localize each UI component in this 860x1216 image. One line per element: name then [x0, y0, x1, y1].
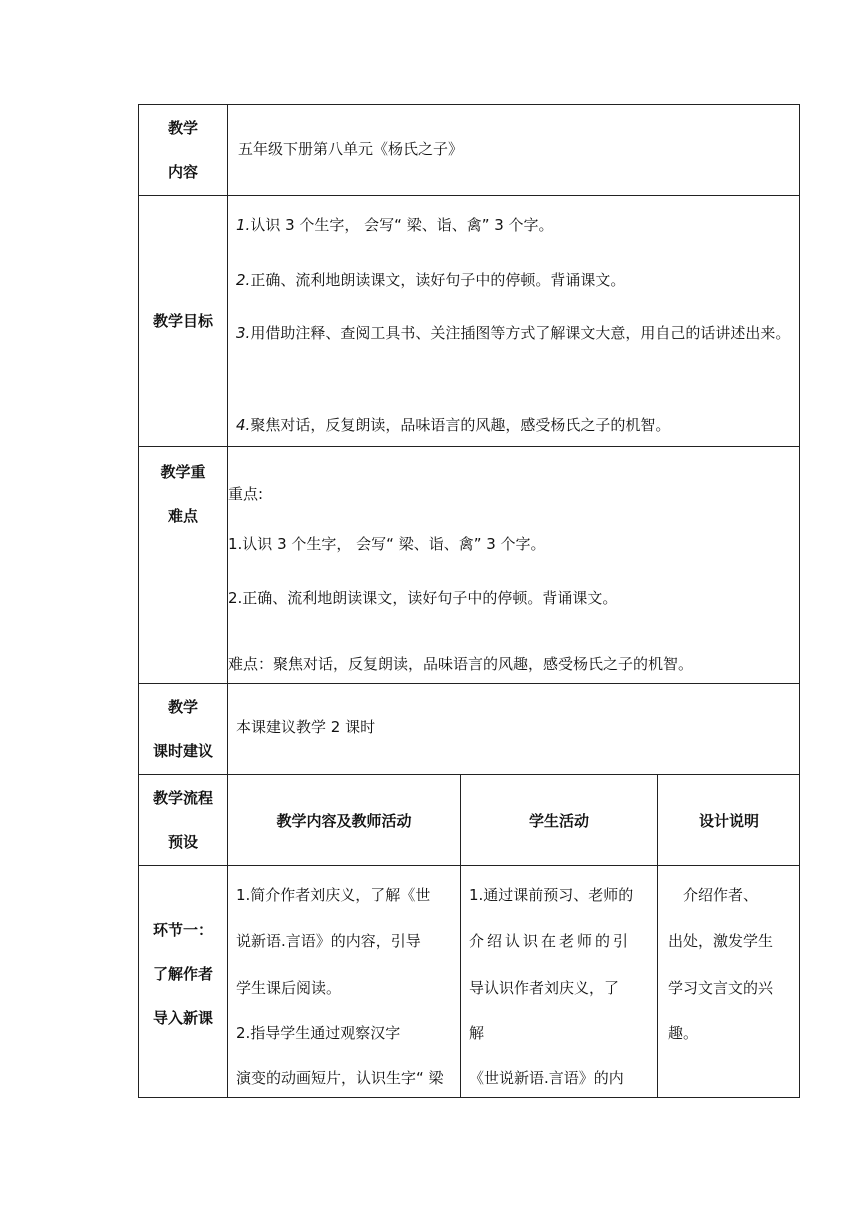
teacher-line: 2.指导学生通过观察汉字: [236, 1024, 401, 1042]
design-line: 出处，激发学生: [668, 932, 774, 950]
hours-cell: [227, 683, 800, 774]
row-teaching-goals: [138, 195, 800, 446]
teacher-line: 学生课后阅读。: [236, 979, 342, 997]
label-line: 了解作者: [152, 965, 213, 983]
label-line: 教学重: [160, 463, 206, 481]
goal-item: 2.正确、流利地朗读课文，读好句子中的停顿。背诵课文。: [236, 271, 626, 289]
goal-item: 3.用借助注释、查阅工具书、关注插图等方式了解课文大意，用自己的话讲述出来。: [236, 324, 791, 342]
teacher-line: 说新语.言语》的内容，引导: [236, 932, 421, 950]
keypoints-cell: [227, 446, 800, 683]
teaching-content-text: 五年级下册第八单元《杨氏之子》: [238, 140, 464, 158]
keypoint-line: 2.正确、流利地朗读课文，读好句子中的停顿。背诵课文。: [228, 589, 618, 607]
label-line: 教学: [167, 119, 198, 137]
row-key-points: [138, 446, 800, 683]
label-line: 预设: [167, 833, 198, 851]
student-line: 《世说新语.言语》的内: [469, 1069, 624, 1087]
student-line: 解: [469, 1024, 485, 1042]
design-note-cell: [657, 865, 800, 1097]
row-teaching-content: [138, 104, 800, 195]
row-label: [138, 774, 227, 865]
table-right-border: [799, 104, 800, 1097]
row-label: [138, 446, 227, 683]
label-line: 难点: [167, 507, 198, 525]
keypoints-heading: 重点:: [228, 485, 264, 503]
goals-cell: [227, 195, 800, 446]
row-flow-header: [138, 774, 800, 865]
student-line: 介绍认识在老师的引: [469, 932, 632, 950]
student-line: 1.通过课前预习、老师的: [469, 886, 634, 904]
row-label: [138, 865, 227, 1097]
design-line: 介绍作者、: [668, 886, 759, 904]
keypoint-line: 1.认识 3 个生字， 会写“ 梁、诣、禽” 3 个字。: [228, 535, 546, 553]
teacher-activity-cell: [227, 865, 460, 1097]
table-bottom-border: [138, 1097, 800, 1098]
label-line: 课时建议: [152, 742, 213, 760]
class-hours-text: 本课建议教学 2 课时: [236, 718, 376, 736]
content-cell: [227, 104, 800, 195]
student-line: 导认识作者刘庆义，了: [469, 979, 620, 997]
difficulty-line: 难点：聚焦对话，反复朗读，品味语言的风趣，感受杨氏之子的机智。: [228, 655, 694, 673]
row-label: [138, 195, 227, 446]
teacher-line: 演变的动画短片，认识生字“ 梁: [236, 1069, 444, 1087]
label-line: 环节一：: [152, 921, 213, 939]
column-header-teacher: 教学内容及教师活动: [227, 774, 460, 865]
label-line: 内容: [167, 163, 198, 181]
design-line: 学习文言文的兴: [668, 979, 774, 997]
row-class-hours: [138, 683, 800, 774]
label-line: 导入新课: [152, 1009, 213, 1027]
row-label: [138, 104, 227, 195]
goal-item: 4.聚焦对话，反复朗读，品味语言的风趣，感受杨氏之子的机智。: [236, 416, 671, 434]
label-line: 教学: [167, 698, 198, 716]
design-line: 趣。: [668, 1024, 699, 1042]
teacher-line: 1.简介作者刘庆义，了解《世: [236, 886, 431, 904]
column-header-student: 学生活动: [460, 774, 657, 865]
student-activity-cell: [460, 865, 657, 1097]
row-stage-one: [138, 865, 800, 1097]
column-header-design: 设计说明: [657, 774, 800, 865]
row-label: [138, 683, 227, 774]
goal-item: 1.认识 3 个生字， 会写“ 梁、诣、禽” 3 个字。: [236, 216, 554, 234]
label-line: 教学目标: [152, 312, 213, 330]
label-line: 教学流程: [152, 789, 213, 807]
